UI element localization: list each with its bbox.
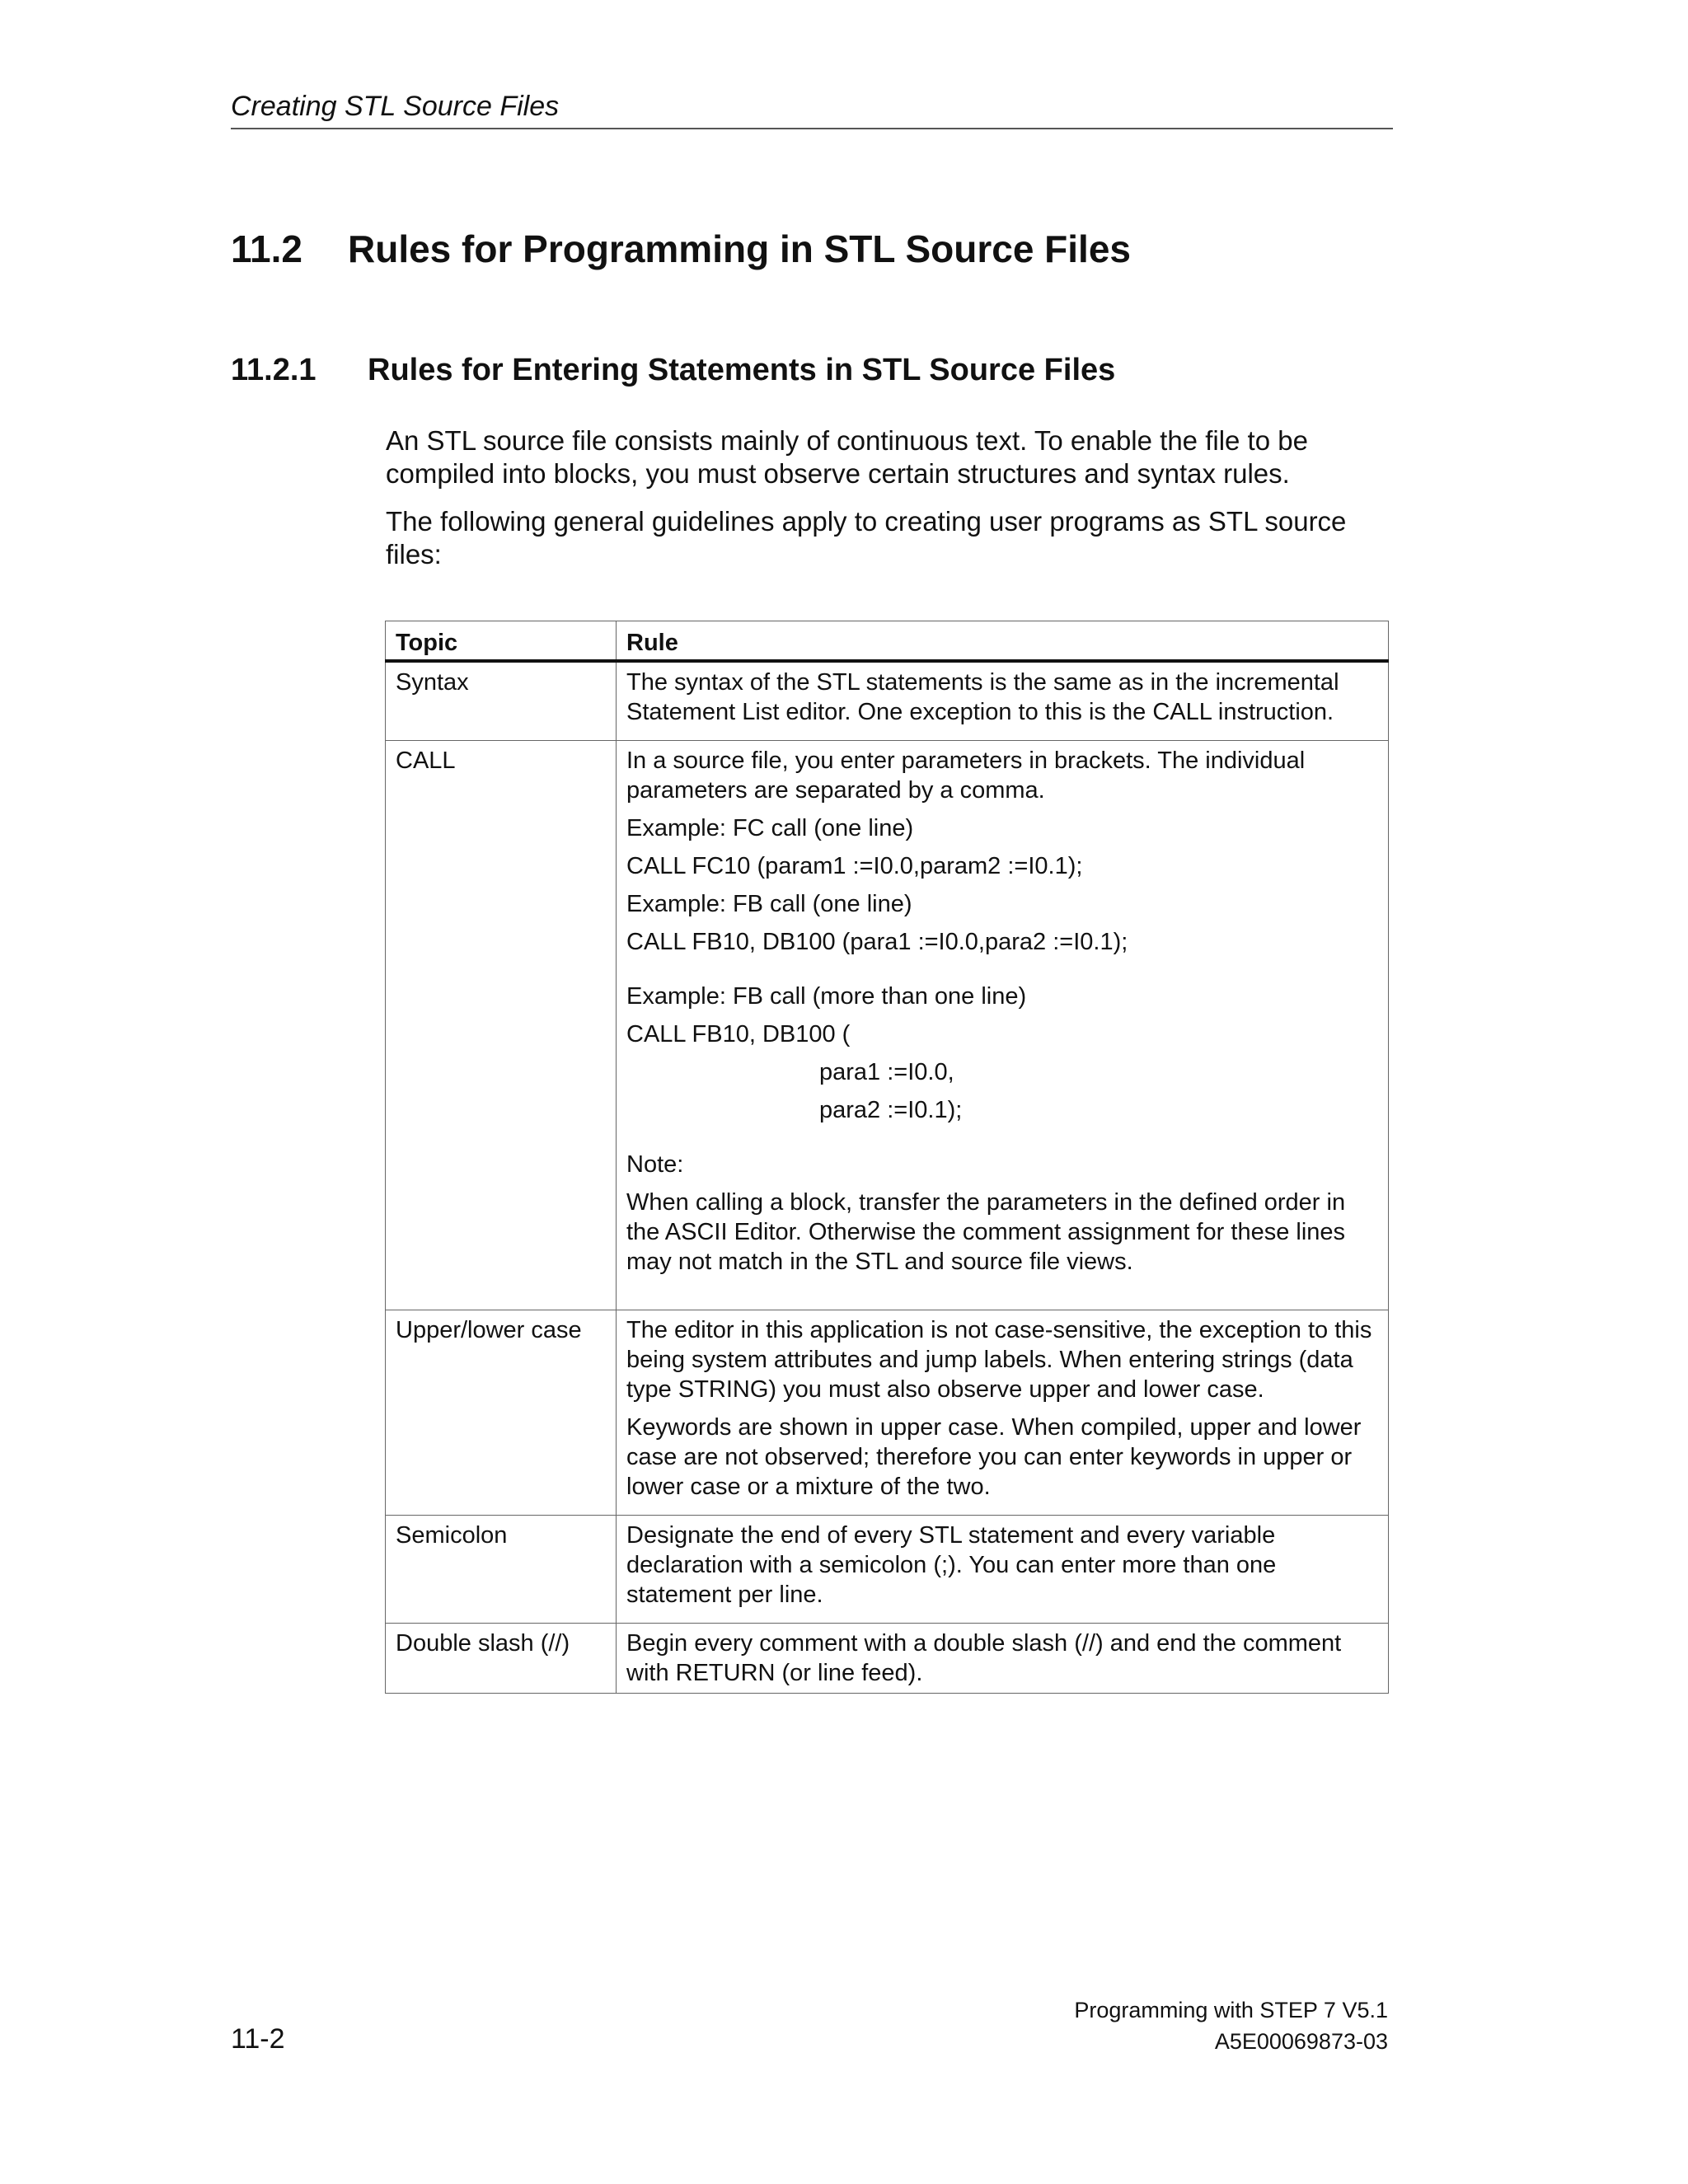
table-row xyxy=(386,1310,1389,1516)
topic-cell: Double slash (//) xyxy=(386,1624,617,1694)
example-label: Example: FC call (one line) xyxy=(626,815,914,841)
intro-text xyxy=(386,424,1400,586)
table-row xyxy=(386,1624,1389,1694)
subsection-number: 11.2.1 xyxy=(231,353,316,387)
code-line: CALL FB10, DB100 ( xyxy=(626,1021,851,1047)
rule-text: In a source file, you enter parameters in brackets. The individual parameters are separated by a comma. xyxy=(626,748,1306,804)
code-line-indented: para1 :=I0.0, xyxy=(819,1059,954,1085)
table-row xyxy=(386,1516,1389,1624)
rule-text: Keywords are shown in upper case. When compiled, upper and lower case are not observed; therefore you can enter keywords in upper or lower case or a mixture of the two. xyxy=(626,1414,1362,1500)
table-row xyxy=(386,741,1389,1310)
topic-cell: Syntax xyxy=(386,661,617,741)
example-label: Example: FB call (more than one line) xyxy=(626,983,1027,1010)
note-text: When calling a block, transfer the parameters in the defined order in the ASCII Editor. Otherwise the comment assignment for these lines may not match in the STL and source file views. xyxy=(626,1189,1346,1275)
rule-cell xyxy=(617,1516,1389,1624)
code-line: CALL FC10 (param1 :=I0.0,param2 :=I0.1); xyxy=(626,853,1083,879)
running-header: Creating STL Source Files xyxy=(231,91,1393,129)
topic-cell: Upper/lower case xyxy=(386,1310,617,1516)
section-number: 11.2 xyxy=(231,227,302,270)
rule-cell xyxy=(617,741,1389,1310)
code-line: CALL FB10, DB100 (para1 :=I0.0,para2 :=I0.1); xyxy=(626,929,1128,955)
rule-cell xyxy=(617,661,1389,741)
footer-manual-info xyxy=(1074,1994,1388,2057)
section-title: Rules for Programming in STL Source Files xyxy=(348,227,1132,270)
subsection-heading xyxy=(231,353,1115,388)
note-label: Note: xyxy=(626,1151,684,1178)
rule-text: The editor in this application is not case-sensitive, the exception to this being system attributes and jump labels. When entering strings (data type STRING) you must also observe upper and lower case. xyxy=(626,1317,1372,1403)
rule-text: The syntax of the STL statements is the same as in the incremental Statement List editor. One exception to this is the CALL instruction. xyxy=(626,669,1339,725)
subsection-title: Rules for Entering Statements in STL Source Files xyxy=(368,353,1116,387)
column-header-topic: Topic xyxy=(386,621,617,662)
section-heading xyxy=(231,227,1131,271)
intro-paragraph: The following general guidelines apply to creating user programs as STL source files: xyxy=(386,506,1347,569)
footer-manual-title: Programming with STEP 7 V5.1 xyxy=(1074,1998,1388,2022)
rule-cell xyxy=(617,1310,1389,1516)
topic-cell: Semicolon xyxy=(386,1516,617,1624)
rule-text: Begin every comment with a double slash (//) and end the comment with RETURN (or line feed). xyxy=(626,1630,1342,1686)
intro-paragraph: An STL source file consists mainly of continuous text. To enable the file to be compiled into blocks, you must observe certain structures and syntax rules. xyxy=(386,425,1308,489)
example-label: Example: FB call (one line) xyxy=(626,891,912,917)
column-header-rule: Rule xyxy=(617,621,1389,662)
code-line-indented: para2 :=I0.1); xyxy=(819,1097,963,1123)
table-row xyxy=(386,661,1389,741)
footer-order-number: A5E00069873-03 xyxy=(1214,2029,1388,2054)
rule-text: Designate the end of every STL statement and every variable declaration with a semicolon (;). You can enter more than one statement per line. xyxy=(626,1522,1277,1608)
table-header-row xyxy=(386,621,1389,662)
rule-cell xyxy=(617,1624,1389,1694)
page-number: 11-2 xyxy=(231,2023,285,2055)
topic-cell: CALL xyxy=(386,741,617,1310)
rules-table xyxy=(385,621,1389,1694)
